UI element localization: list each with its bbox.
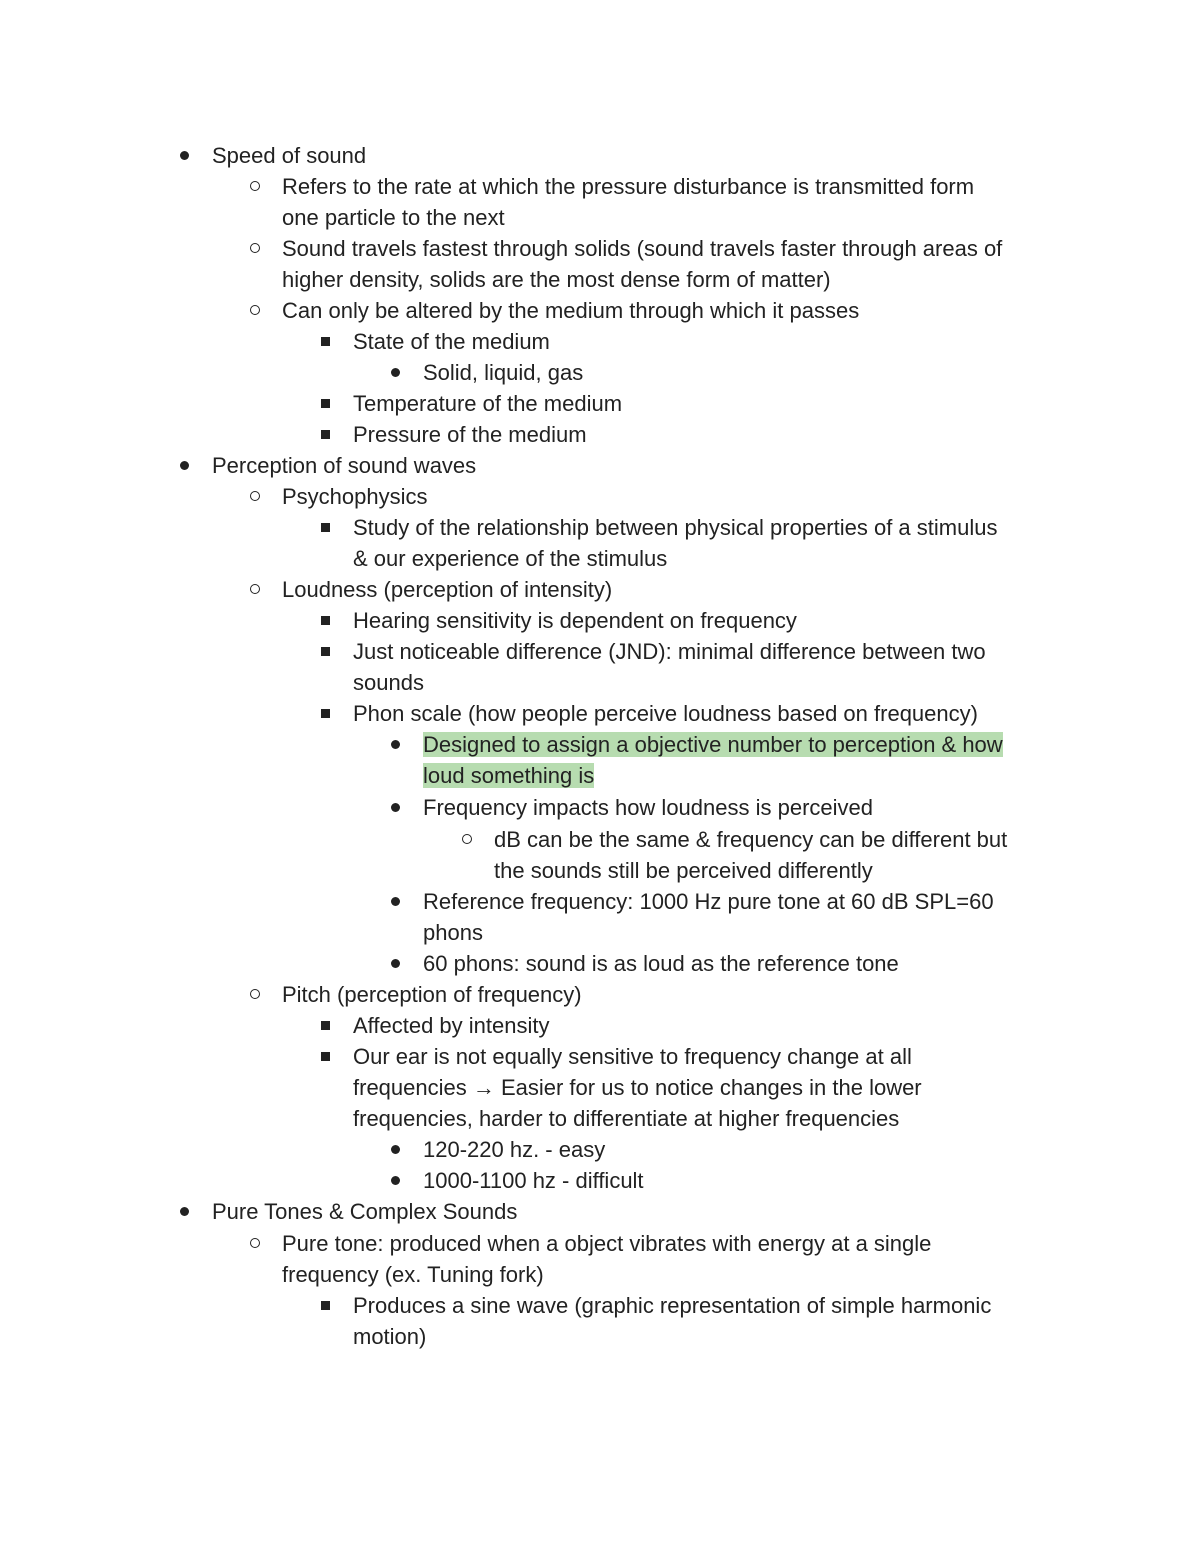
square-bullet-icon (321, 337, 330, 346)
list-item-text: Psychophysics (282, 484, 428, 509)
list-item-text: frequency (ex. Tuning fork) (282, 1262, 544, 1287)
list-item (353, 419, 587, 450)
circle-bullet-icon (250, 491, 260, 501)
list-item-text: frequencies → Easier for us to notice changes in the lower (353, 1075, 922, 1100)
list-item-text: 1000-1100 hz - difficult (423, 1168, 644, 1193)
list-item-text: & our experience of the stimulus (353, 546, 668, 571)
list-item-text: Solid, liquid, gas (423, 360, 584, 385)
circle-bullet-icon (250, 181, 260, 191)
list-item-text: sounds (353, 670, 424, 695)
list-item (353, 636, 986, 667)
square-bullet-icon (321, 430, 330, 439)
list-item (353, 1290, 991, 1321)
list-item (282, 295, 859, 326)
list-item-text: Pure tone: produced when a object vibrates with energy at a single (282, 1231, 932, 1256)
list-item (353, 605, 797, 636)
disc-bullet-icon (391, 368, 400, 377)
list-item-text: 120-220 hz. - easy (423, 1137, 606, 1162)
square-bullet-icon (321, 523, 330, 532)
square-bullet-icon (321, 647, 330, 656)
square-bullet-icon (321, 1052, 330, 1061)
list-item-continuation (282, 1259, 544, 1290)
list-item (353, 698, 978, 729)
circle-bullet-icon (250, 989, 260, 999)
list-item (423, 357, 583, 388)
list-item-text: Our ear is not equally sensitive to frequency change at all (353, 1044, 912, 1069)
disc-bullet-icon (180, 151, 189, 160)
circle-bullet-icon (250, 243, 260, 253)
list-item-pure-tones (212, 1196, 517, 1227)
list-item-text: Just noticeable difference (JND): minimal difference between two (353, 639, 986, 664)
list-item (353, 388, 622, 419)
circle-bullet-icon (462, 834, 472, 844)
disc-bullet-icon (180, 1207, 189, 1216)
square-bullet-icon (321, 616, 330, 625)
list-item-text: the sounds still be perceived differently (494, 858, 873, 883)
highlighted-text: loud something is (423, 763, 595, 788)
list-item-speed-of-sound (212, 140, 366, 171)
list-item-text: Refers to the rate at which the pressure disturbance is transmitted form (282, 174, 975, 199)
list-item (282, 979, 582, 1010)
list-item (282, 233, 1002, 264)
list-item (353, 1010, 550, 1041)
list-item (423, 948, 899, 979)
list-item-text: frequencies, harder to differentiate at higher frequencies (353, 1106, 900, 1131)
list-item-text: Perception of sound waves (212, 453, 477, 478)
list-item-continuation (282, 202, 505, 233)
list-item-continuation (282, 264, 831, 295)
list-item-text: State of the medium (353, 329, 550, 354)
list-item-text: Hearing sensitivity is dependent on frequency (353, 608, 797, 633)
list-item-text: Frequency impacts how loudness is perceived (423, 795, 874, 820)
list-item-text: Produces a sine wave (graphic representation of simple harmonic (353, 1293, 992, 1318)
list-item-text: motion) (353, 1324, 427, 1349)
list-item-text: 60 phons: sound is as loud as the reference tone (423, 951, 899, 976)
circle-bullet-icon (250, 584, 260, 594)
list-item-text: Reference frequency: 1000 Hz pure tone at 60 dB SPL=60 (423, 889, 994, 914)
list-item-text: Affected by intensity (353, 1013, 550, 1038)
list-item-continuation (353, 543, 667, 574)
disc-bullet-icon (391, 803, 400, 812)
list-item (494, 824, 1007, 855)
square-bullet-icon (321, 709, 330, 718)
list-item (282, 1228, 931, 1259)
list-item-perception-of-sound-waves (212, 450, 476, 481)
list-item-text: dB can be the same & frequency can be different but (494, 827, 1008, 852)
list-item (423, 1165, 644, 1196)
disc-bullet-icon (391, 740, 400, 749)
list-item-text: one particle to the next (282, 205, 505, 230)
highlighted-text: Designed to assign a objective number to perception & how (423, 732, 1003, 757)
list-item-continuation (494, 855, 873, 886)
list-item (353, 1041, 912, 1072)
list-item (353, 512, 997, 543)
list-item (282, 481, 428, 512)
list-item (423, 1134, 605, 1165)
list-item-text: Phon scale (how people perceive loudness based on frequency) (353, 701, 978, 726)
circle-bullet-icon (250, 305, 260, 315)
list-item-text: Study of the relationship between physical properties of a stimulus (353, 515, 998, 540)
list-item-text: Pure Tones & Complex Sounds (212, 1199, 518, 1224)
list-item-highlighted (423, 729, 1003, 760)
list-item-continuation-highlighted (423, 760, 594, 791)
list-item-continuation (353, 1321, 426, 1352)
list-item-text: Pressure of the medium (353, 422, 587, 447)
circle-bullet-icon (250, 1238, 260, 1248)
square-bullet-icon (321, 1301, 330, 1310)
list-item (423, 886, 994, 917)
square-bullet-icon (321, 399, 330, 408)
list-item-text: Pitch (perception of frequency) (282, 982, 582, 1007)
disc-bullet-icon (391, 1176, 400, 1185)
list-item-text: Speed of sound (212, 143, 367, 168)
list-item-text: Temperature of the medium (353, 391, 623, 416)
disc-bullet-icon (391, 959, 400, 968)
list-item (423, 792, 873, 823)
list-item-continuation (353, 667, 424, 698)
list-item-continuation (423, 917, 483, 948)
list-item (353, 326, 550, 357)
list-item-continuation (353, 1072, 922, 1103)
list-item-text: Sound travels fastest through solids (sound travels faster through areas of (282, 236, 1003, 261)
disc-bullet-icon (180, 461, 189, 470)
list-item-text: Loudness (perception of intensity) (282, 577, 613, 602)
disc-bullet-icon (391, 1145, 400, 1154)
disc-bullet-icon (391, 897, 400, 906)
list-item-text: phons (423, 920, 483, 945)
list-item (282, 171, 974, 202)
list-item (282, 574, 612, 605)
list-item-text: Can only be altered by the medium through which it passes (282, 298, 860, 323)
list-item-continuation (353, 1103, 899, 1134)
square-bullet-icon (321, 1021, 330, 1030)
list-item-text: higher density, solids are the most dense form of matter) (282, 267, 831, 292)
